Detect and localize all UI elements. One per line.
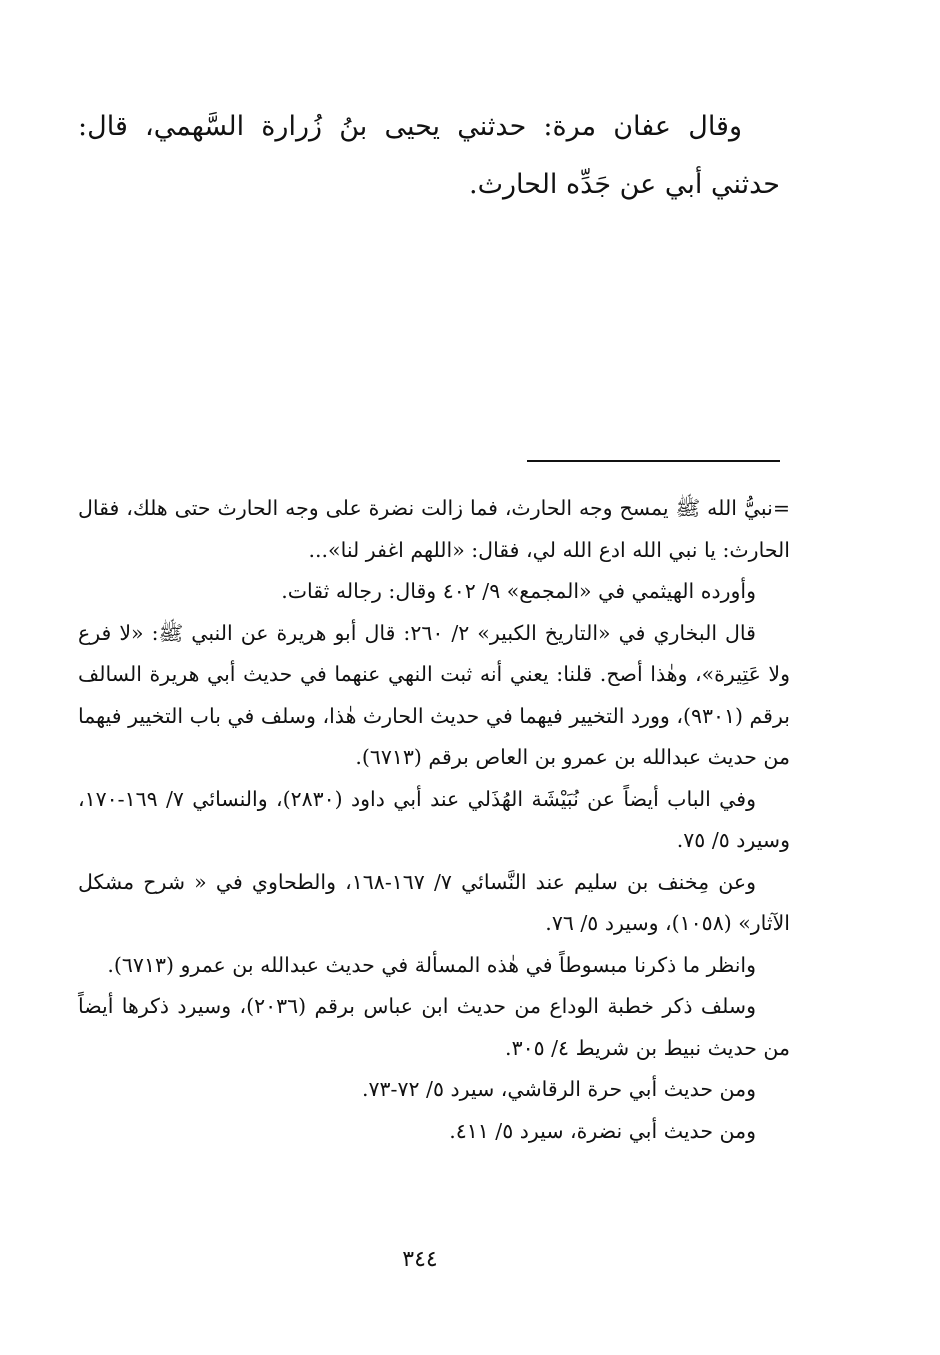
footnote-paragraph: قال البخاري في «التاريخ الكبير» ٢/ ٢٦٠: قال أبو هريرة عن النبي ﷺ: «لا فرع ولا عَتِيرة»، وهٰذا أصح. قلنا: يعني أنه ثبت النهي عنهما في حديث أبي هريرة السالف برقم (٩٣٠١)، وورد التخيير فيهما في حديث الحارث هٰذا، وسلف في باب التخيير فيهما من حديث عبدالله بن عمرو بن العاص برقم (٦٧١٣). [78,620,790,769]
footnote-paragraph: وفي الباب أيضاً عن نُبَيْشَة الهُذَلي عند أبي داود (٢٨٣٠)، والنسائي ٧/ ١٦٩-١٧٠، وسيرد ٥/ ٧٥. [78,786,790,852]
page-number: ٣٤٤ [402,1247,438,1272]
footnote-paragraph: وعن مِخنف بن سليم عند النَّسائي ٧/ ١٦٧-١٦٨، والطحاوي في « شرح مشكل الآثار» (١٠٥٨)، وسيرد ٥/ ٧٦. [78,869,790,935]
footnote-paragraph: ومن حديث أبي نضرة، سيرد ٥/ ٤١١. [449,1118,756,1143]
footnote-paragraph: وأورده الهيثمي في «المجمع» ٩/ ٤٠٢ وقال: رجاله ثقات. [281,579,756,603]
footnote-separator [527,460,780,462]
footnotes [78,488,790,1152]
main-text [78,98,780,214]
footnote-paragraph: ومن حديث أبي حرة الرقاشي، سيرد ٥/ ٧٢-٧٣. [361,1077,756,1101]
footnote-paragraph: وانظر ما ذكرنا مبسوطاً في هٰذه المسألة في حديث عبدالله بن عمرو (٦٧١٣). [107,952,756,977]
footnote-paragraph: وسلف ذكر خطبة الوداع من حديث ابن عباس برقم (٢٠٣٦)، وسيرد ذكرها أيضاً من حديث نبيط بن شريط ٤/ ٣٠٥. [78,994,790,1060]
main-paragraph: وقال عفان مرة: حدثني يحيى بنُ زُرارة السَّهمي، قال: حدثني أبي عن جَدِّه الحارث. [78,111,780,200]
footnote-paragraph: =نبيُّ الله ﷺ يمسح وجه الحارث، فما زالت نضرة على وجه الحارث حتى هلك، فقال الحارث: يا نبي الله ادع الله لي، فقال: «اللهم اغفر لنا»... [78,496,790,562]
